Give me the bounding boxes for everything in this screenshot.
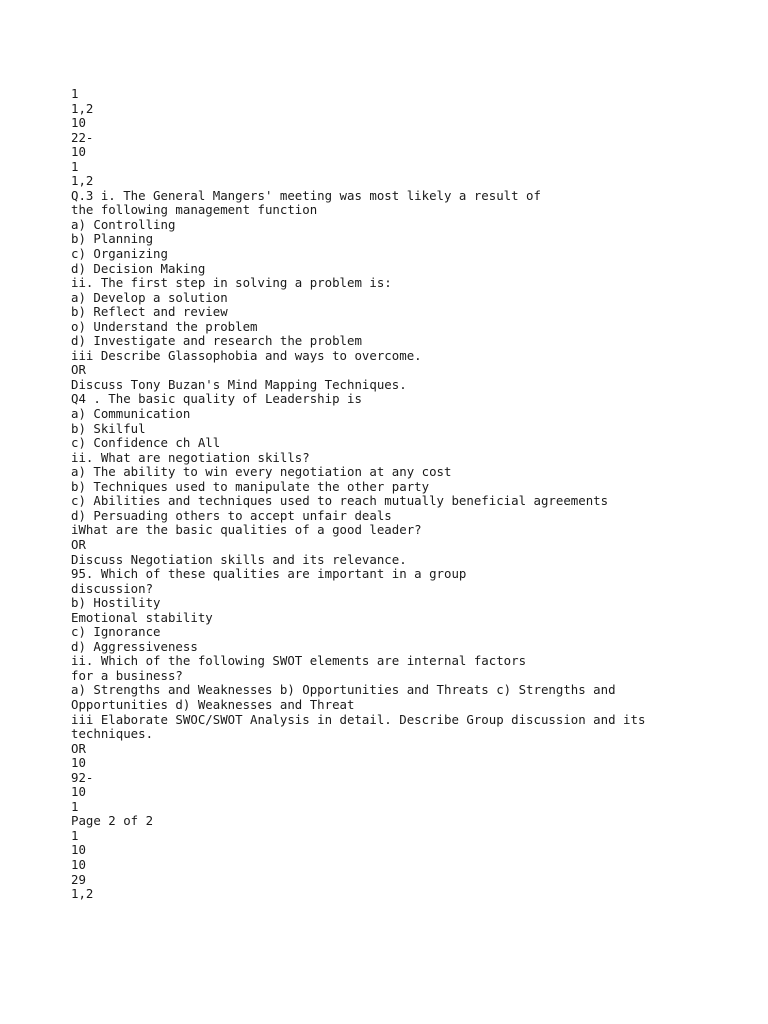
text-line: Q.3 i. The General Mangers' meeting was most likely a result of [71,187,541,203]
text-line: 1 [71,158,79,174]
text-line: o) Understand the problem [71,318,258,334]
text-line: d) Decision Making [71,260,206,276]
text-line: Discuss Negotiation skills and its relevance. [71,551,407,567]
text-line: a) Strengths and Weaknesses b) Opportunities and Threats c) Strengths and [71,682,616,698]
text-line: iii Elaborate SWOC/SWOT Analysis in detail. Describe Group discussion and its [71,711,646,727]
text-line: 10 [71,144,86,160]
text-line: b) Techniques used to manipulate the other party [71,478,430,494]
text-line: 10 [71,755,86,771]
text-line: for a business? [71,667,183,683]
text-line: OR [71,536,86,552]
text-line: a) The ability to win every negotiation at any cost [71,464,452,480]
text-line: iii Describe Glassophobia and ways to overcome. [71,347,422,363]
text-line: 1,2 [71,886,94,902]
text-line: 10 [71,842,86,858]
text-line: a) Develop a solution [71,289,228,305]
text-line: 10 [71,784,86,800]
text-line: 29 [71,871,86,887]
text-line: 1,2 [71,100,94,116]
text-line: b) Reflect and review [71,304,228,320]
text-line: c) Organizing [71,246,168,262]
text-line: a) Communication [71,406,191,422]
text-line: 1 [71,798,79,814]
text-line: Opportunities d) Weaknesses and Threat [71,696,355,712]
text-line: the following management function [71,202,318,218]
text-line: Q4 . The basic quality of Leadership is [71,391,362,407]
text-line: Page 2 of 2 [71,813,154,829]
text-line: 22- [71,129,94,145]
text-line: OR [71,740,86,756]
text-line: 95. Which of these qualities are important in a group [71,566,467,582]
text-line: b) Planning [71,231,154,247]
text-line: techniques. [71,726,154,742]
text-line: 10 [71,856,86,872]
text-line: iWhat are the basic qualities of a good leader? [71,522,422,538]
text-line: ii. The first step in solving a problem is: [71,275,392,291]
text-line: Discuss Tony Buzan's Mind Mapping Techniques. [71,376,407,392]
document-page [71,87,751,902]
text-line: b) Hostility [71,595,161,611]
text-line: OR [71,362,86,378]
text-line: c) Abilities and techniques used to reach mutually beneficial agreements [71,493,609,509]
text-line: 10 [71,115,86,131]
text-line: ii. Which of the following SWOT elements are internal factors [71,653,527,669]
text-line: 1 [71,827,79,843]
text-line: d) Investigate and research the problem [71,333,362,349]
text-line: a) Controlling [71,216,176,232]
text-line: c) Confidence ch All [71,435,221,451]
text-line: 1,2 [71,173,94,189]
text-line: d) Aggressiveness [71,638,198,654]
text-line: Emotional stability [71,609,213,625]
text-line: b) Skilful [71,420,146,436]
text-line: 92- [71,769,94,785]
text-line: c) Ignorance [71,624,161,640]
text-line: d) Persuading others to accept unfair deals [71,507,392,523]
text-line: ii. What are negotiation skills? [71,449,310,465]
text-line: 1 [71,86,79,101]
text-line: discussion? [71,580,154,596]
